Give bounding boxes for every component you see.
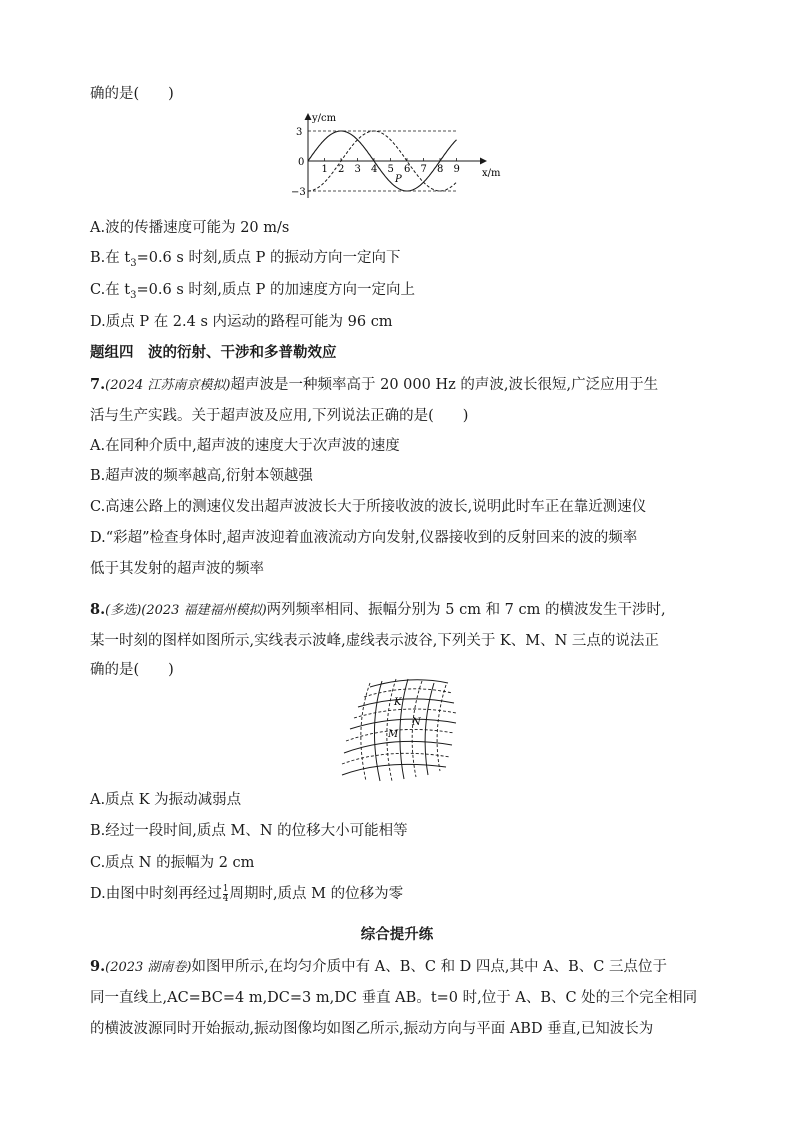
x-tick-label: 7	[420, 164, 427, 175]
q7-option-b[interactable]: B.超声波的频率越高,衍射本领越强	[90, 468, 313, 484]
wave-graph	[290, 110, 510, 210]
x-tick-label: 9	[453, 164, 460, 175]
q8-option-a[interactable]: A.质点 K 为振动减弱点	[90, 792, 242, 808]
y-tick-3: 3	[296, 127, 303, 138]
q7-stem-line2: 活与生产实践。关于超声波及应用,下列说法正确的是( )	[90, 408, 469, 424]
label-m: M	[388, 729, 399, 740]
x-tick-label: 6	[404, 164, 411, 175]
q8-option-d[interactable]: D.由图中时刻再经过 $\frac{1}{4}$ 周期时,质点 M 的位移为零	[90, 883, 404, 904]
q8-option-b[interactable]: B.经过一段时间,质点 M、N 的位移大小可能相等	[90, 823, 408, 839]
q7-option-a[interactable]: A.在同种介质中,超声波的速度大于次声波的速度	[90, 438, 400, 454]
q7-option-d-line2[interactable]: 低于其发射的超声波的频率	[90, 561, 264, 577]
q6-stem-tail: 确的是( )	[90, 86, 174, 102]
y-tick-0: 0	[298, 157, 305, 168]
q7-option-d-line1[interactable]: D.“彩超”检查身体时,超声波迎着血液流动方向发射,仪器接收到的反射回来的波的频率	[90, 530, 638, 546]
section-comprehensive-title: 综合提升练	[360, 926, 434, 943]
label-k: K	[394, 697, 402, 708]
section-4-title: 题组四 波的衍射、干涉和多普勒效应	[90, 344, 337, 361]
q9-stem-line3: 的横波波源同时开始振动,振动图像均如图乙所示,振动方向与平面 ABD 垂直,已知波长为	[90, 1021, 654, 1037]
x-tick-label: 2	[338, 164, 345, 175]
x-tick-label: 8	[437, 164, 444, 175]
y-tick-neg3: −3	[291, 187, 306, 198]
q8-stem-line3: 确的是( )	[90, 662, 174, 678]
label-n: N	[412, 717, 421, 728]
x-tick-label: 3	[354, 164, 361, 175]
x-tick-label: 4	[371, 164, 378, 175]
q8-option-c[interactable]: C.质点 N 的振幅为 2 cm	[90, 855, 255, 871]
point-p-label: P	[395, 174, 402, 185]
x-tick-label: 1	[321, 164, 328, 175]
x-axis-label: x/m	[482, 168, 501, 179]
interference-figure	[330, 675, 470, 785]
q7-stem-line1: 7.(2024 江苏南京模拟)超声波是一种频率高于 20 000 Hz 的声波,波长很短,广泛应用于生	[90, 376, 659, 393]
fraction-one-quarter: $\frac{1}{4}$	[222, 883, 229, 904]
y-axis-label: y/cm	[312, 113, 337, 124]
q8-stem-line1: 8.(多选)(2023 福建福州模拟)两列频率相同、振幅分别为 5 cm 和 7 cm 的横波发生干涉时,	[90, 601, 666, 618]
q6-option-c[interactable]: C.在 $t_3=0.6$ s 时刻,质点 P 的加速度方向一定向上	[90, 282, 415, 301]
q6-option-b[interactable]: B.在 $t_3=0.6$ s 时刻,质点 P 的振动方向一定向下	[90, 250, 401, 269]
q6-option-a[interactable]: A.波的传播速度可能为 20 m/s	[90, 220, 290, 236]
x-tick-label: 5	[387, 164, 394, 175]
q9-stem-line1: 9.(2023 湖南卷)如图甲所示,在均匀介质中有 A、B、C 和 D 四点,其中 A、B、C 三点位于	[90, 958, 667, 975]
q6-option-d[interactable]: D.质点 P 在 2.4 s 内运动的路程可能为 96 cm	[90, 314, 393, 330]
q8-stem-line2: 某一时刻的图样如图所示,实线表示波峰,虚线表示波谷,下列关于 K、M、N 三点的说法正	[90, 633, 659, 649]
q7-option-c[interactable]: C.高速公路上的测速仪发出超声波波长大于所接收波的波长,说明此时车正在靠近测速仪	[90, 499, 647, 515]
q9-stem-line2: 同一直线上,AC=BC=4 m,DC=3 m,DC 垂直 AB。t=0 时,位于 A、B、C 处的三个完全相同	[90, 990, 698, 1006]
